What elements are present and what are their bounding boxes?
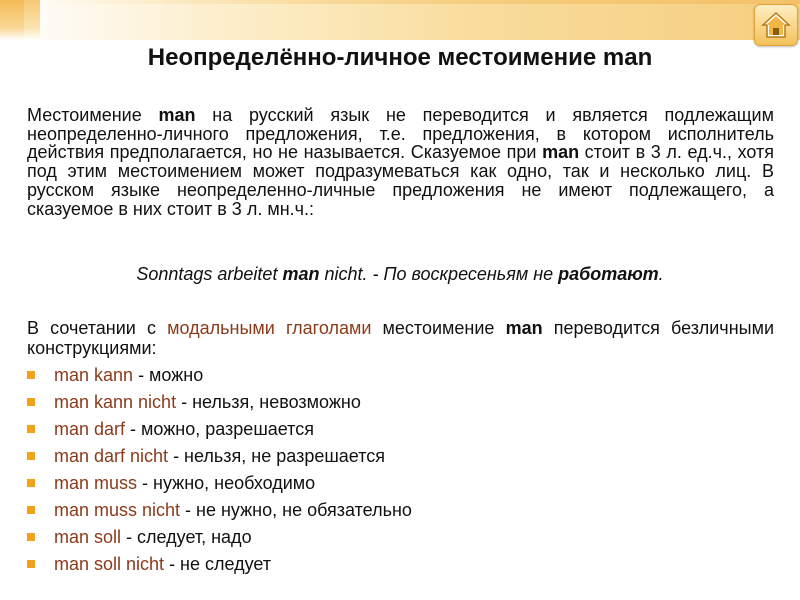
bullet-icon	[27, 479, 35, 487]
list-item-term: man muss nicht	[54, 500, 181, 520]
modal-text-2: местоимение	[371, 318, 506, 338]
bullet-icon	[27, 452, 35, 460]
left-band-inner	[0, 0, 24, 40]
intro-text-2: на русский язык не переводится и является подлежащим неопределенно-личного предложения, т.е. предложения, в котором исполнитель действия предполагается, но не называется. Сказуемое при	[27, 105, 774, 163]
list-item-term: man darf	[54, 419, 126, 439]
list-item	[25, 526, 412, 553]
header-band	[0, 0, 800, 40]
page-title: Неопределённо-личное местоимение man	[147, 44, 653, 71]
list-item-term: man kann	[54, 365, 134, 385]
list-item	[25, 553, 412, 580]
intro-paragraph	[27, 106, 774, 218]
bullet-icon	[27, 560, 35, 568]
modal-constructions-list	[25, 364, 412, 580]
list-item-translation: - следует, надо	[121, 527, 252, 547]
list-item-translation: - нельзя, не разрешается	[168, 446, 385, 466]
list-item	[25, 418, 412, 445]
list-item-term: man kann nicht	[54, 392, 177, 412]
list-item-translation: - не следует	[164, 554, 272, 574]
list-item-translation: - можно, разрешается	[125, 419, 314, 439]
bullet-icon	[27, 371, 35, 379]
example-man: man	[282, 264, 320, 284]
modal-text-3: переводится безличными конструкциями:	[27, 318, 774, 358]
list-item-translation: - можно	[133, 365, 204, 385]
list-item	[25, 391, 412, 418]
example-sentence	[0, 264, 800, 285]
man-keyword: man	[158, 105, 196, 125]
bullet-icon	[27, 506, 35, 514]
intro-text-3: стоит в 3 л. ед.ч., хотя под этим местоимением может подразумеваться как одно, так и несколько лиц. В русском языке неопределенно-личные предложения не имеют подлежащего, а сказуемое в них стоит в 3 л. мн.ч.:	[27, 142, 774, 219]
modal-verbs-term: модальными глаголами	[167, 318, 372, 338]
list-item-term: man soll nicht	[54, 554, 165, 574]
example-verb: работают	[558, 264, 659, 284]
example-text-3: .	[658, 264, 664, 284]
bullet-icon	[27, 425, 35, 433]
bullet-icon	[27, 398, 35, 406]
list-item	[25, 472, 412, 499]
bullet-icon	[27, 533, 35, 541]
man-keyword: man	[505, 318, 543, 338]
list-item	[25, 499, 412, 526]
list-item-translation: - нельзя, невозможно	[176, 392, 361, 412]
intro-text-1: Местоимение	[27, 105, 159, 125]
example-text-1: Sonntags arbeitet	[136, 264, 283, 284]
list-item-translation: - не нужно, не обязательно	[180, 500, 412, 520]
list-item-term: man muss	[54, 473, 138, 493]
modal-paragraph	[27, 318, 774, 358]
header-band-line	[40, 0, 800, 4]
list-item-translation: - нужно, необходимо	[137, 473, 316, 493]
list-item-term: man soll	[54, 527, 122, 547]
list-item-term: man darf nicht	[54, 446, 169, 466]
list-item	[25, 445, 412, 472]
example-text-2: nicht. - По воскресеньям не	[319, 264, 559, 284]
home-icon	[761, 11, 791, 39]
modal-text-1: В сочетании с	[27, 318, 168, 338]
list-item	[25, 364, 412, 391]
man-keyword: man	[542, 142, 580, 163]
home-button[interactable]	[754, 4, 798, 46]
